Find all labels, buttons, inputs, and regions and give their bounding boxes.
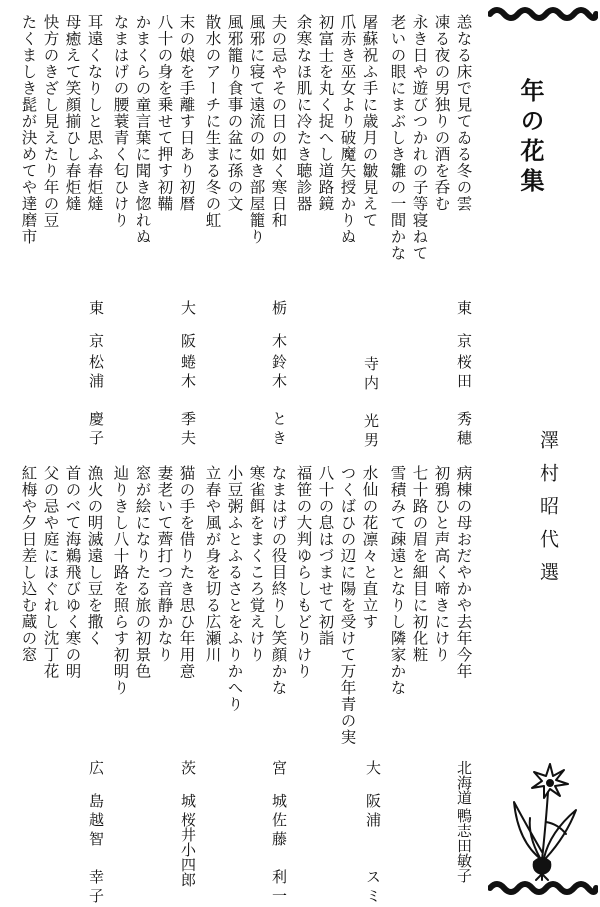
author-bottom-1-place: 北海道: [455, 760, 473, 805]
poem-top-15: かまくらの童言葉に聞き惚れぬ: [133, 14, 152, 245]
poem-bottom-14: 妻老いて薺打つ音静かなり: [155, 465, 174, 663]
author-top-5-name: 松浦 慶子: [87, 354, 105, 449]
author-bottom-4-place: 茨城: [179, 760, 197, 826]
poem-bottom-13: 猫の手を借りたき思ひ年用意: [177, 465, 196, 680]
author-bottom-1-name: 鴨志田敏子: [455, 808, 473, 883]
author-top-4-name: 蜷木 季夫: [179, 354, 197, 449]
poem-top-5: 屠蘇祝ふ手に歳月の皺見えて: [360, 14, 379, 229]
poem-top-11: 風邪籠り食事の盆に孫の文: [225, 14, 244, 212]
author-top-1-name: 桜田 秀穂: [455, 354, 473, 449]
poem-bottom-15: 窓が絵になりたる旅の初景色: [133, 465, 152, 680]
selector-surname: 澤村: [537, 430, 559, 496]
poem-bottom-2: 初鴉ひと声高く啼きにけり: [432, 465, 451, 663]
top-wavy-border: [488, 6, 598, 22]
author-top-3-name: 鈴木 とき: [270, 354, 288, 449]
poem-top-10: 風邪に寝て遠流の如き部屋籠り: [247, 14, 266, 245]
author-bottom-4-name: 桜井小四郎: [179, 812, 197, 887]
poem-top-3: 永き日や遊びつかれの子等寝ねて: [410, 14, 429, 262]
author-bottom-2-place: 大阪: [364, 760, 382, 826]
poem-bottom-18: 首のべて海鵜飛びゆく寒の明: [63, 465, 82, 680]
poem-top-6: 爪赤き巫女より破魔矢授かりぬ: [338, 14, 357, 245]
poem-top-12: 散水のアーチに生まる冬の虹: [203, 14, 222, 229]
poem-bottom-19: 父の忌や庭にほぐれし沈丁花: [41, 465, 60, 680]
poem-top-17: 耳遠くなりしと思ふ春炬燵: [85, 14, 104, 212]
author-bottom-5-place: 広島: [87, 760, 105, 826]
poem-top-8: 余寒なほ肌に冷たき聴診器: [294, 14, 313, 212]
poem-bottom-6: つくばひの辺に陽を受けて万年青の実: [338, 465, 357, 746]
poem-top-13: 末の娘を手離す日あり初暦: [177, 14, 196, 212]
poem-top-1: 恙なる床で見てゐる冬の雲: [454, 14, 473, 212]
poem-bottom-9: なまはげの役目終りし笑顔かな: [269, 465, 288, 696]
poem-top-18: 母癒えて笑顔揃ひし春炬燵: [63, 14, 82, 212]
selector-suffix: 選: [537, 562, 559, 581]
poem-bottom-3: 七十路の眉を細目に初化粧: [410, 465, 429, 663]
author-top-1-place: 東京: [455, 300, 473, 366]
author-bottom-3-place: 宮城: [270, 760, 288, 826]
poem-top-20: たくましき髭が決めてや達磨市: [19, 14, 38, 245]
poem-top-4: 老いの眼にまぶしき雛の一間かな: [388, 14, 407, 262]
page-title: 年の花集: [516, 78, 544, 198]
flower-illustration: [506, 762, 590, 882]
bottom-wavy-border: [488, 880, 598, 896]
poem-bottom-1: 病棟の母おだやかや去年今年: [454, 465, 473, 680]
poem-bottom-8: 福笹の大判ゆらしもどりけり: [294, 465, 313, 680]
poem-top-9: 夫の忌やその日の如く寒日和: [269, 14, 288, 229]
poem-bottom-17: 漁火の明滅遠し豆を撒く: [85, 465, 104, 647]
author-top-3-place: 栃木: [270, 300, 288, 366]
poem-top-16: なまはげの腰蓑青く匂ひけり: [111, 14, 130, 229]
author-top-5-place: 東京: [87, 300, 105, 366]
poem-bottom-16: 辿りきし八十路を照らす初明り: [111, 465, 130, 696]
selector-given: 昭代: [537, 496, 559, 562]
poem-bottom-12: 立春や風が身を切る広瀬川: [203, 465, 222, 663]
poem-bottom-4: 雪積みて疎遠となりし隣家かな: [388, 465, 407, 696]
poem-bottom-5: 水仙の花凛々と直立す: [360, 465, 379, 630]
poem-top-7: 初富士を丸く捉へし道路鏡: [316, 14, 335, 212]
poem-bottom-10: 寒雀餌をまくころ覚えけり: [247, 465, 266, 663]
author-top-4-place: 大阪: [179, 300, 197, 366]
poem-bottom-7: 八十の息はづませて初詣: [316, 465, 335, 647]
author-bottom-2-name: 浦 スミ: [364, 812, 382, 907]
poem-top-2: 凍る夜の男独りの酒を呑む: [432, 14, 451, 212]
poem-bottom-20: 紅梅や夕日差し込む蔵の窓: [19, 465, 38, 663]
poem-top-19: 快方のきざし見えたり年の豆: [41, 14, 60, 229]
selector-name: [538, 430, 557, 581]
author-bottom-5-name: 越智 幸子: [87, 812, 105, 907]
poem-bottom-11: 小豆粥ふとふるさとをふりかへり: [225, 465, 244, 713]
poem-top-14: 八十の身を乗せて押す初鞴: [155, 14, 174, 212]
author-bottom-3-name: 佐藤 利一: [270, 812, 288, 907]
author-top-2-name: 寺内 光男: [362, 356, 380, 451]
